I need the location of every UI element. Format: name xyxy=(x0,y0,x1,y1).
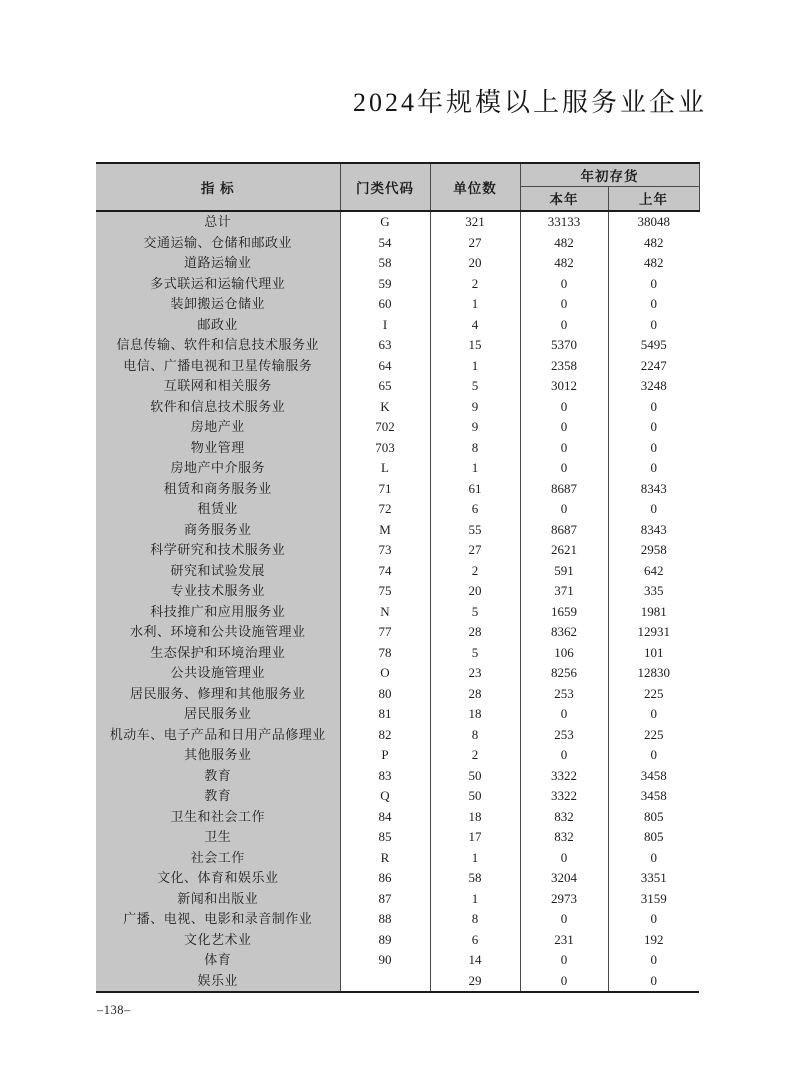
unit-count-cell: 321 xyxy=(430,211,520,233)
table-row xyxy=(96,807,699,828)
last-year-cell: 642 xyxy=(608,561,699,582)
table-row xyxy=(96,315,699,336)
last-year-cell: 0 xyxy=(608,745,699,766)
this-year-cell: 482 xyxy=(520,233,608,254)
category-code-cell: 58 xyxy=(340,253,430,274)
this-year-cell: 8362 xyxy=(520,622,608,643)
last-year-cell: 0 xyxy=(608,417,699,438)
unit-count-cell: 2 xyxy=(430,745,520,766)
this-year-cell: 3322 xyxy=(520,786,608,807)
this-year-cell: 8687 xyxy=(520,479,608,500)
indicator-cell: 公共设施管理业 xyxy=(96,663,340,684)
indicator-cell: 其他服务业 xyxy=(96,745,340,766)
category-code-cell: O xyxy=(340,663,430,684)
unit-count-cell: 8 xyxy=(430,725,520,746)
this-year-cell: 3322 xyxy=(520,766,608,787)
this-year-cell: 0 xyxy=(520,950,608,971)
unit-count-cell: 8 xyxy=(430,909,520,930)
category-code-cell: 702 xyxy=(340,417,430,438)
last-year-cell: 1981 xyxy=(608,602,699,623)
category-code-cell: 73 xyxy=(340,540,430,561)
unit-count-cell: 5 xyxy=(430,602,520,623)
category-code-cell: K xyxy=(340,397,430,418)
last-year-cell: 5495 xyxy=(608,335,699,356)
indicator-cell: 社会工作 xyxy=(96,848,340,869)
table-row xyxy=(96,376,699,397)
indicator-cell: 房地产中介服务 xyxy=(96,458,340,479)
indicator-cell: 体育 xyxy=(96,950,340,971)
category-code-cell: 77 xyxy=(340,622,430,643)
this-year-cell: 0 xyxy=(520,397,608,418)
this-year-cell: 253 xyxy=(520,684,608,705)
last-year-cell: 0 xyxy=(608,909,699,930)
last-year-cell: 3159 xyxy=(608,889,699,910)
category-code-cell: G xyxy=(340,211,430,233)
table-row xyxy=(96,581,699,602)
indicator-cell: 信息传输、软件和信息技术服务业 xyxy=(96,335,340,356)
table-row xyxy=(96,827,699,848)
this-year-cell: 253 xyxy=(520,725,608,746)
last-year-cell: 3458 xyxy=(608,786,699,807)
table-row xyxy=(96,684,699,705)
col-header-last-year: 上年 xyxy=(608,186,699,211)
category-code-cell: 75 xyxy=(340,581,430,602)
col-header-category-code: 门类代码 xyxy=(340,163,430,211)
unit-count-cell: 8 xyxy=(430,438,520,459)
this-year-cell: 482 xyxy=(520,253,608,274)
category-code-cell: 80 xyxy=(340,684,430,705)
indicator-cell: 房地产业 xyxy=(96,417,340,438)
this-year-cell: 231 xyxy=(520,930,608,951)
table-row xyxy=(96,643,699,664)
category-code-cell: 85 xyxy=(340,827,430,848)
unit-count-cell: 58 xyxy=(430,868,520,889)
indicator-cell: 商务服务业 xyxy=(96,520,340,541)
last-year-cell: 38048 xyxy=(608,211,699,233)
last-year-cell: 2247 xyxy=(608,356,699,377)
this-year-cell: 5370 xyxy=(520,335,608,356)
table-row xyxy=(96,211,699,233)
table-row xyxy=(96,889,699,910)
indicator-cell: 广播、电视、电影和录音制作业 xyxy=(96,909,340,930)
last-year-cell: 0 xyxy=(608,274,699,295)
unit-count-cell: 5 xyxy=(430,376,520,397)
category-code-cell: 86 xyxy=(340,868,430,889)
indicator-cell: 教育 xyxy=(96,766,340,787)
indicator-cell: 专业技术服务业 xyxy=(96,581,340,602)
unit-count-cell: 20 xyxy=(430,581,520,602)
last-year-cell: 0 xyxy=(608,397,699,418)
table-row xyxy=(96,233,699,254)
table-row xyxy=(96,950,699,971)
table-row xyxy=(96,397,699,418)
this-year-cell: 2621 xyxy=(520,540,608,561)
last-year-cell: 8343 xyxy=(608,479,699,500)
indicator-cell: 文化、体育和娱乐业 xyxy=(96,868,340,889)
page-number: –138– xyxy=(97,1003,131,1017)
category-code-cell: 84 xyxy=(340,807,430,828)
last-year-cell: 0 xyxy=(608,315,699,336)
this-year-cell: 3204 xyxy=(520,868,608,889)
indicator-cell: 卫生 xyxy=(96,827,340,848)
this-year-cell: 0 xyxy=(520,848,608,869)
indicator-cell: 教育 xyxy=(96,786,340,807)
indicator-cell: 居民服务、修理和其他服务业 xyxy=(96,684,340,705)
last-year-cell: 0 xyxy=(608,294,699,315)
category-code-cell: Q xyxy=(340,786,430,807)
this-year-cell: 832 xyxy=(520,827,608,848)
indicator-cell: 居民服务业 xyxy=(96,704,340,725)
category-code-cell: 87 xyxy=(340,889,430,910)
table-row xyxy=(96,704,699,725)
unit-count-cell: 28 xyxy=(430,684,520,705)
col-header-indicator: 指 标 xyxy=(96,163,340,211)
last-year-cell: 225 xyxy=(608,725,699,746)
category-code-cell: 81 xyxy=(340,704,430,725)
unit-count-cell: 29 xyxy=(430,971,520,993)
table-row xyxy=(96,971,699,993)
col-header-this-year: 本年 xyxy=(520,186,608,211)
category-code-cell: 54 xyxy=(340,233,430,254)
category-code-cell: 65 xyxy=(340,376,430,397)
last-year-cell: 0 xyxy=(608,438,699,459)
indicator-cell: 机动车、电子产品和日用产品修理业 xyxy=(96,725,340,746)
table-row xyxy=(96,417,699,438)
unit-count-cell: 4 xyxy=(430,315,520,336)
table-row xyxy=(96,930,699,951)
unit-count-cell: 23 xyxy=(430,663,520,684)
last-year-cell: 0 xyxy=(608,704,699,725)
indicator-cell: 互联网和相关服务 xyxy=(96,376,340,397)
table-row xyxy=(96,622,699,643)
last-year-cell: 0 xyxy=(608,950,699,971)
unit-count-cell: 2 xyxy=(430,561,520,582)
this-year-cell: 0 xyxy=(520,417,608,438)
table-row xyxy=(96,868,699,889)
unit-count-cell: 20 xyxy=(430,253,520,274)
table-row xyxy=(96,663,699,684)
this-year-cell: 2973 xyxy=(520,889,608,910)
this-year-cell: 106 xyxy=(520,643,608,664)
indicator-cell: 租赁和商务服务业 xyxy=(96,479,340,500)
indicator-cell: 水利、环境和公共设施管理业 xyxy=(96,622,340,643)
unit-count-cell: 1 xyxy=(430,458,520,479)
this-year-cell: 832 xyxy=(520,807,608,828)
header-row-top xyxy=(96,163,699,186)
last-year-cell: 0 xyxy=(608,499,699,520)
this-year-cell: 3012 xyxy=(520,376,608,397)
indicator-cell: 文化艺术业 xyxy=(96,930,340,951)
last-year-cell: 335 xyxy=(608,581,699,602)
indicator-cell: 交通运输、仓储和邮政业 xyxy=(96,233,340,254)
table-row xyxy=(96,294,699,315)
table-row xyxy=(96,602,699,623)
indicator-cell: 多式联运和运输代理业 xyxy=(96,274,340,295)
unit-count-cell: 28 xyxy=(430,622,520,643)
last-year-cell: 805 xyxy=(608,827,699,848)
last-year-cell: 0 xyxy=(608,848,699,869)
category-code-cell: 703 xyxy=(340,438,430,459)
table-row xyxy=(96,253,699,274)
this-year-cell: 0 xyxy=(520,704,608,725)
unit-count-cell: 14 xyxy=(430,950,520,971)
table-row xyxy=(96,745,699,766)
last-year-cell: 2958 xyxy=(608,540,699,561)
table-header xyxy=(96,163,699,211)
category-code-cell xyxy=(340,971,430,993)
indicator-cell: 新闻和出版业 xyxy=(96,889,340,910)
category-code-cell: 78 xyxy=(340,643,430,664)
this-year-cell: 0 xyxy=(520,909,608,930)
last-year-cell: 8343 xyxy=(608,520,699,541)
table-row xyxy=(96,479,699,500)
this-year-cell: 33133 xyxy=(520,211,608,233)
table-row xyxy=(96,766,699,787)
unit-count-cell: 27 xyxy=(430,233,520,254)
indicator-cell: 生态保护和环境治理业 xyxy=(96,643,340,664)
unit-count-cell: 1 xyxy=(430,294,520,315)
indicator-cell: 科学研究和技术服务业 xyxy=(96,540,340,561)
indicator-cell: 租赁业 xyxy=(96,499,340,520)
last-year-cell: 482 xyxy=(608,253,699,274)
this-year-cell: 1659 xyxy=(520,602,608,623)
category-code-cell: 88 xyxy=(340,909,430,930)
category-code-cell: M xyxy=(340,520,430,541)
last-year-cell: 101 xyxy=(608,643,699,664)
last-year-cell: 12931 xyxy=(608,622,699,643)
this-year-cell: 0 xyxy=(520,971,608,993)
this-year-cell: 8687 xyxy=(520,520,608,541)
col-header-unit-count: 单位数 xyxy=(430,163,520,211)
category-code-cell: I xyxy=(340,315,430,336)
unit-count-cell: 1 xyxy=(430,889,520,910)
stats-table xyxy=(96,162,700,993)
indicator-cell: 卫生和社会工作 xyxy=(96,807,340,828)
table-row xyxy=(96,335,699,356)
col-header-inventory-group: 年初存货 xyxy=(520,163,699,186)
indicator-cell: 电信、广播电视和卫星传输服务 xyxy=(96,356,340,377)
category-code-cell: 60 xyxy=(340,294,430,315)
indicator-cell: 总计 xyxy=(96,211,340,233)
indicator-cell: 研究和试验发展 xyxy=(96,561,340,582)
this-year-cell: 0 xyxy=(520,499,608,520)
unit-count-cell: 18 xyxy=(430,704,520,725)
last-year-cell: 3351 xyxy=(608,868,699,889)
unit-count-cell: 6 xyxy=(430,499,520,520)
category-code-cell: 89 xyxy=(340,930,430,951)
indicator-cell: 娱乐业 xyxy=(96,971,340,993)
category-code-cell: R xyxy=(340,848,430,869)
category-code-cell: 64 xyxy=(340,356,430,377)
this-year-cell: 0 xyxy=(520,274,608,295)
this-year-cell: 0 xyxy=(520,438,608,459)
category-code-cell: N xyxy=(340,602,430,623)
indicator-cell: 物业管理 xyxy=(96,438,340,459)
this-year-cell: 0 xyxy=(520,315,608,336)
indicator-cell: 软件和信息技术服务业 xyxy=(96,397,340,418)
last-year-cell: 225 xyxy=(608,684,699,705)
unit-count-cell: 17 xyxy=(430,827,520,848)
unit-count-cell: 50 xyxy=(430,786,520,807)
category-code-cell: 71 xyxy=(340,479,430,500)
table-row xyxy=(96,520,699,541)
unit-count-cell: 18 xyxy=(430,807,520,828)
table-row xyxy=(96,274,699,295)
unit-count-cell: 6 xyxy=(430,930,520,951)
indicator-cell: 邮政业 xyxy=(96,315,340,336)
last-year-cell: 3458 xyxy=(608,766,699,787)
unit-count-cell: 1 xyxy=(430,356,520,377)
unit-count-cell: 9 xyxy=(430,417,520,438)
this-year-cell: 371 xyxy=(520,581,608,602)
this-year-cell: 591 xyxy=(520,561,608,582)
table-row xyxy=(96,909,699,930)
table-body xyxy=(96,211,699,992)
table-row xyxy=(96,438,699,459)
category-code-cell: 59 xyxy=(340,274,430,295)
last-year-cell: 482 xyxy=(608,233,699,254)
table-row xyxy=(96,561,699,582)
this-year-cell: 8256 xyxy=(520,663,608,684)
unit-count-cell: 5 xyxy=(430,643,520,664)
this-year-cell: 0 xyxy=(520,745,608,766)
unit-count-cell: 55 xyxy=(430,520,520,541)
unit-count-cell: 50 xyxy=(430,766,520,787)
last-year-cell: 3248 xyxy=(608,376,699,397)
table-row xyxy=(96,848,699,869)
table-row xyxy=(96,356,699,377)
unit-count-cell: 9 xyxy=(430,397,520,418)
indicator-cell: 科技推广和应用服务业 xyxy=(96,602,340,623)
category-code-cell: 74 xyxy=(340,561,430,582)
indicator-cell: 装卸搬运仓储业 xyxy=(96,294,340,315)
this-year-cell: 0 xyxy=(520,294,608,315)
table-row xyxy=(96,499,699,520)
unit-count-cell: 15 xyxy=(430,335,520,356)
category-code-cell: 90 xyxy=(340,950,430,971)
table-row xyxy=(96,540,699,561)
last-year-cell: 0 xyxy=(608,971,699,993)
category-code-cell: 82 xyxy=(340,725,430,746)
category-code-cell: 63 xyxy=(340,335,430,356)
unit-count-cell: 61 xyxy=(430,479,520,500)
unit-count-cell: 2 xyxy=(430,274,520,295)
table-row xyxy=(96,458,699,479)
unit-count-cell: 1 xyxy=(430,848,520,869)
this-year-cell: 0 xyxy=(520,458,608,479)
indicator-cell: 道路运输业 xyxy=(96,253,340,274)
this-year-cell: 2358 xyxy=(520,356,608,377)
last-year-cell: 12830 xyxy=(608,663,699,684)
category-code-cell: 83 xyxy=(340,766,430,787)
last-year-cell: 192 xyxy=(608,930,699,951)
category-code-cell: P xyxy=(340,745,430,766)
table-row xyxy=(96,725,699,746)
category-code-cell: 72 xyxy=(340,499,430,520)
unit-count-cell: 27 xyxy=(430,540,520,561)
last-year-cell: 805 xyxy=(608,807,699,828)
last-year-cell: 0 xyxy=(608,458,699,479)
category-code-cell: L xyxy=(340,458,430,479)
page-title: 2024年规模以上服务业企业 xyxy=(352,88,707,117)
table-row xyxy=(96,786,699,807)
